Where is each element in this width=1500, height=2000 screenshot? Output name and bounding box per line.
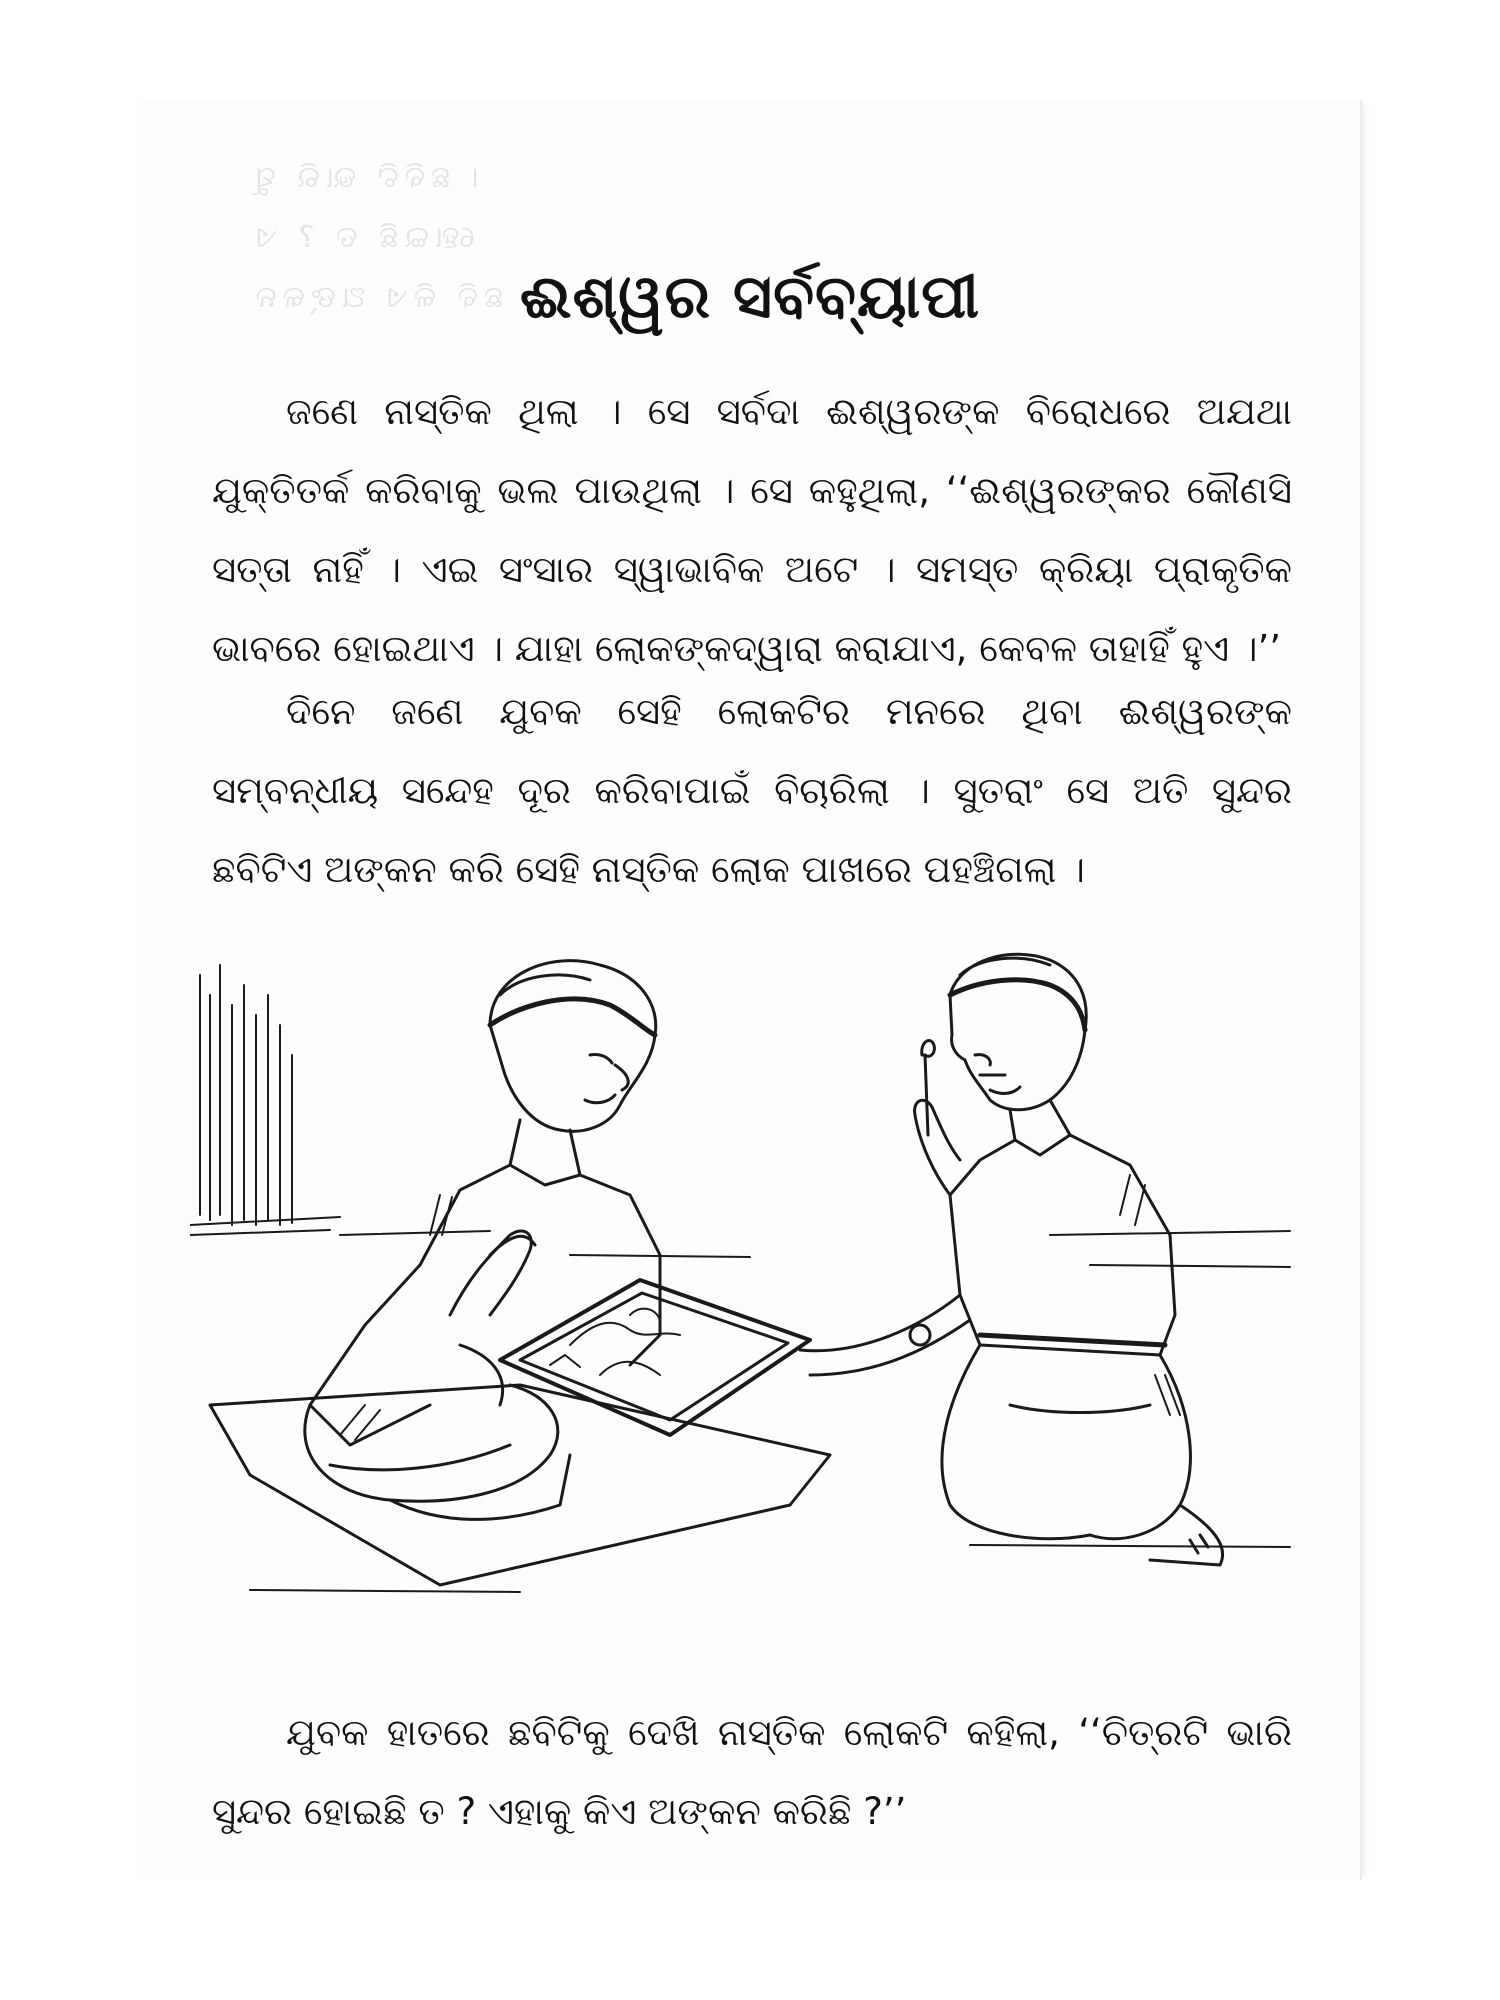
left-man xyxy=(305,961,660,1520)
background-hatching xyxy=(190,965,340,1235)
bleed-through-line-3: ଛବି କିଏ ଅଙ୍କନ xyxy=(250,280,504,315)
bleed-through-line-1: । ଛବିଟି ଭାରି ସୁ xyxy=(250,160,486,195)
illustration-men-with-painting xyxy=(190,935,1300,1615)
right-man xyxy=(800,954,1223,1565)
bleed-through-line-2: ହୋଇଛି ତ ? ଏ xyxy=(250,220,475,255)
paragraph-1: ଜଣେ ନାସ୍ତିକ ଥିଲା । ସେ ସର୍ବଦା ଈଶ୍ୱରଙ୍କ ବିରୋଧରେ ଅଯଥା ଯୁକ୍ତିତର୍କ କରିବାକୁ ଭଲ ପାଉଥିଲା । ସେ କହୁଥିଲା, ‘‘ଈଶ୍ୱରଙ୍କର କୌଣସି ସତ୍ତା ନାହିଁ । ଏଇ ସଂସାର ସ୍ୱାଭାବିକ ଅଟେ । ସମସ୍ତ କ୍ରିୟା ପ୍ରାକୃତିକ ଭାବରେ ହୋଇଥାଏ । ଯାହା ଲୋକଙ୍କଦ୍ୱାରା କରାଯାଏ, କେବଳ ତାହାହିଁ ହୁଏ ।’’ xyxy=(212,390,1292,670)
painting-frame xyxy=(500,1280,810,1435)
paragraph-2: ଦିନେ ଜଣେ ଯୁବକ ସେହି ଲୋକଟିର ମନରେ ଥିବା ଈଶ୍ୱରଙ୍କ ସମ୍ବନ୍ଧୀୟ ସନ୍ଦେହ ଦୂର କରିବାପାଇଁ ବିଚାରିଲା । ସୁତରାଂ ସେ ଅତି ସୁନ୍ଦର ଛବିଟିଏ ଅଙ୍କନ କରି ସେହି ନାସ୍ତିକ ଲୋକ ପାଖରେ ପହଞ୍ଚିଗଲା । xyxy=(212,690,1292,891)
paragraph-3: ଯୁବକ ହାତରେ ଛବିଟିକୁ ଦେଖି ନାସ୍ତିକ ଲୋକଟି କହିଲା, ‘‘ଚିତ୍ରଟି ଭାରି ସୁନ୍ଦର ହୋଇଛି ତ ? ଏହାକୁ କିଏ ଅଙ୍କନ କରିଛି ?’’ xyxy=(212,1711,1292,1833)
story-title: ଈଶ୍ୱର ସର୍ବବ୍ୟାପୀ xyxy=(519,262,981,332)
floor-mat xyxy=(210,1385,830,1585)
